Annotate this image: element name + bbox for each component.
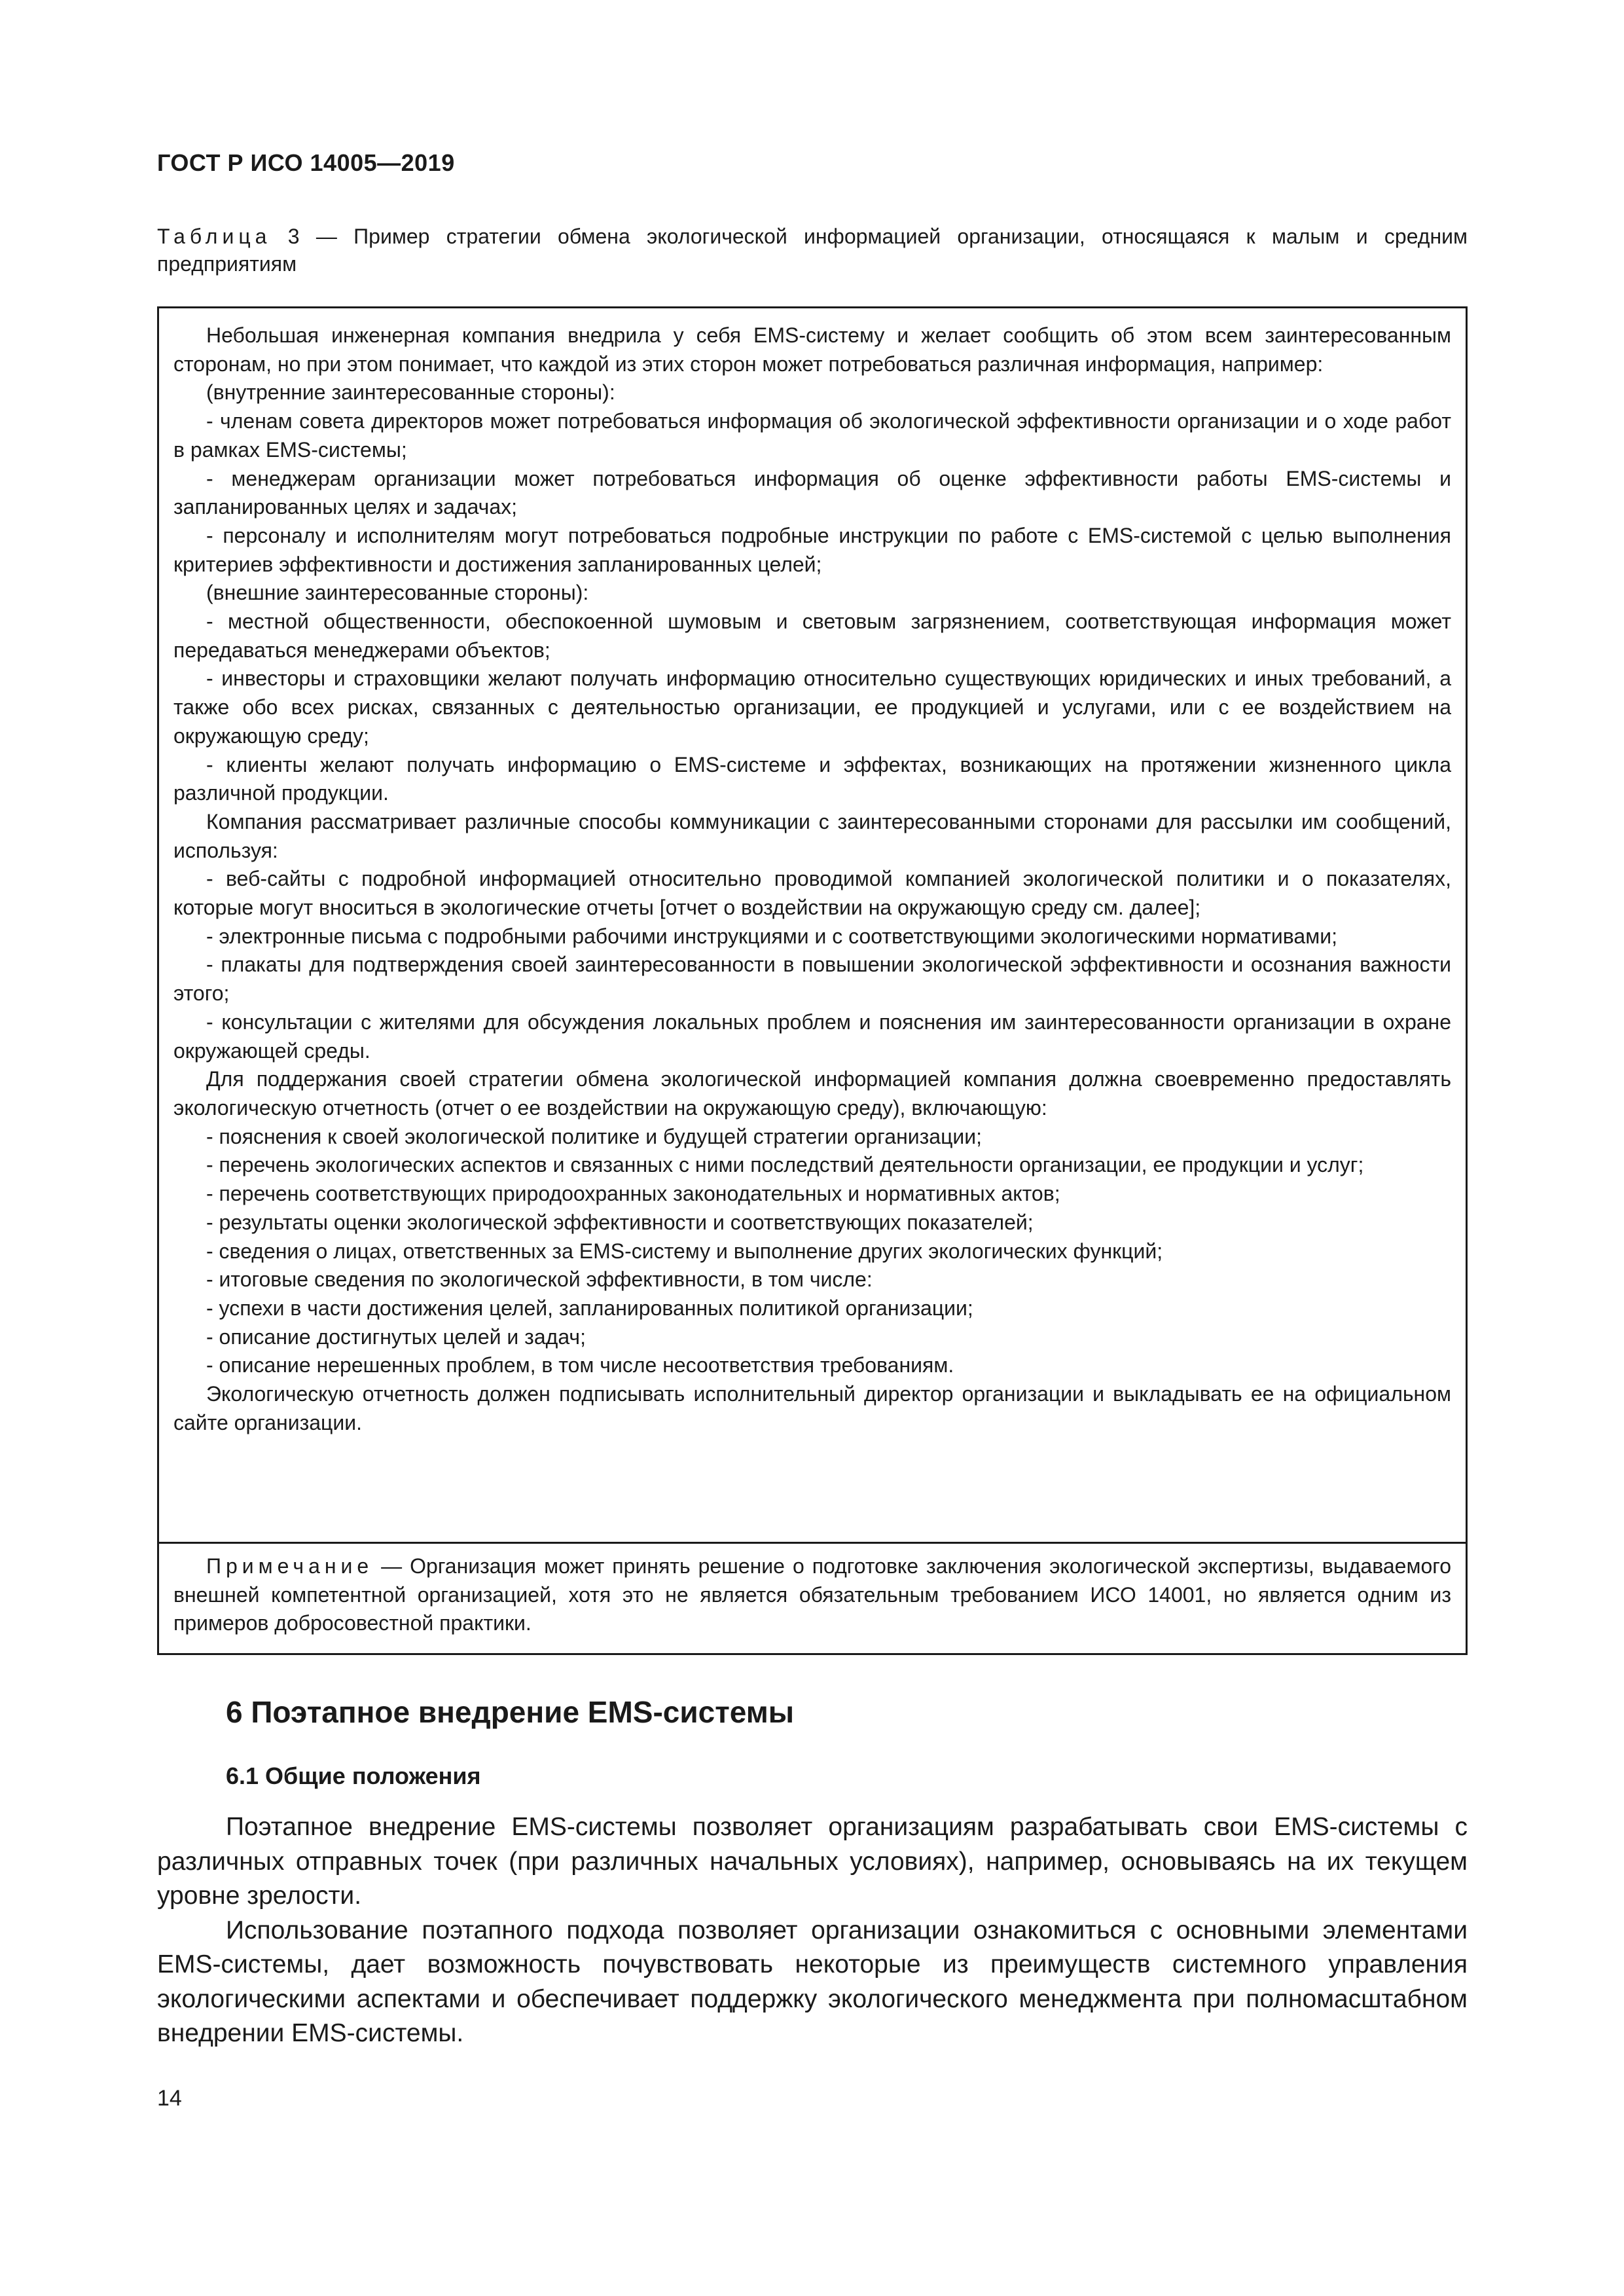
page-number: 14 <box>157 2086 182 2111</box>
table-paragraph: - результаты оценки экологической эффективности и соответствующих показателей; <box>206 1210 1034 1234</box>
table-paragraph: Небольшая инженерная компания внедрила у себя EMS-систему и желает сообщить об этом всем заинтересованным сторонам, но при этом понимает, что каждой из этих сторон может потребоваться различная информация, например: <box>173 323 1451 376</box>
table-body-cell <box>159 308 1466 1544</box>
table-paragraph: - перечень соответствующих природоохранных законодательных и нормативных актов; <box>206 1182 1060 1206</box>
note-label: Примечание <box>206 1554 374 1578</box>
table-paragraph: - итоговые сведения по экологической эффективности, в том числе: <box>206 1267 873 1292</box>
table-paragraph: - успехи в части достижения целей, запланированных политикой организации; <box>206 1296 973 1320</box>
body-paragraph: Поэтапное внедрение EMS-системы позволяет организациям разрабатывать свои EMS-системы с различных отправных точек (при различных начальных условиях), например, основываясь на их текущем уровне зрелости. <box>157 1813 1468 1910</box>
table-paragraph: - перечень экологических аспектов и связанных с ними последствий деятельности организации, ее продукции и услуг; <box>206 1153 1364 1177</box>
table-caption-label: Таблица <box>157 225 272 248</box>
table-paragraph: - членам совета директоров может потребоваться информация об экологической эффективности организации и о ходе работ в рамках EMS-системы; <box>173 409 1451 462</box>
table-paragraph: - веб-сайты с подробной информацией относительно проводимой компанией экологической политики и о показателях, которые могут вноситься в экологические отчеты [отчет о воздействии на окружающую среду см. далее]; <box>173 867 1451 920</box>
table-paragraph: Для поддержания своей стратегии обмена экологической информацией компания должна своевременно предоставлять экологическую отчетность (отчет о ее воздействии на окружающую среду), включающую: <box>173 1067 1451 1120</box>
table-paragraph: - пояснения к своей экологической политике и будущей стратегии организации; <box>206 1124 983 1148</box>
table-paragraph: - описание нерешенных проблем, в том числе несоответствия требованиям. <box>206 1353 954 1377</box>
table-paragraph: - клиенты желают получать информацию о EMS-системе и эффектах, возникающих на протяжении жизненного цикла различной продукции. <box>173 752 1451 805</box>
table-caption-text: 3 — Пример стратегии обмена экологической информацией организации, относящаяся к малым и средним предприятиям <box>157 225 1468 276</box>
table-paragraph: - описание достигнутых целей и задач; <box>206 1324 586 1349</box>
table-paragraph: - персоналу и исполнителям могут потребоваться подробные инструкции по работе с EMS-системой с целью выполнения критериев эффективности и достижения запланированных целей; <box>173 523 1451 576</box>
table-note-cell <box>159 1544 1466 1638</box>
table-note <box>173 1552 1451 1638</box>
document-header: ГОСТ Р ИСО 14005—2019 <box>157 149 455 176</box>
table-paragraph: Компания рассматривает различные способы коммуникации с заинтересованными сторонами для рассылки им сообщений, используя: <box>173 809 1451 862</box>
table-paragraph: (внешние заинтересованные стороны): <box>206 581 589 605</box>
table-paragraph: - плакаты для подтверждения своей заинтересованности в повышении экологической эффективности и осознания важности этого; <box>173 953 1451 1006</box>
table-paragraph: Экологическую отчетность должен подписывать исполнительный директор организации и выкладывать ее на официальном сайте организации. <box>173 1382 1451 1434</box>
table-paragraph: - местной общественности, обеспокоенной шумовым и световым загрязнением, соответствующая информация может передаваться менеджерами объектов; <box>173 610 1451 662</box>
body-paragraph: Использование поэтапного подхода позволяет организации ознакомиться с основными элементами EMS-системы, дает возможность почувствовать некоторые из преимуществ системного управления экологическими аспектами и обеспечивает поддержку экологического менеджмента при полномасштабном внедрении EMS-системы. <box>157 1916 1468 2047</box>
table-paragraph: - сведения о лицах, ответственных за EMS-систему и выполнение других экологических функций; <box>206 1239 1163 1263</box>
table-paragraph: - консультации с жителями для обсуждения локальных проблем и пояснения им заинтересованности организации в охране окружающей среды. <box>173 1010 1451 1063</box>
table-paragraph: - менеджерам организации может потребоваться информация об оценке эффективности работы EMS-системы и запланированных целях и задачах; <box>173 466 1451 519</box>
note-text: — Организация может принять решение о подготовке заключения экологической экспертизы, выдаваемого внешней компетентной организацией, хотя это не является обязательным требованием ИСО 14001, но является одним из примеров добросовестной практики. <box>173 1554 1451 1635</box>
table-paragraph: - электронные письма с подробными рабочими инструкциями и с соответствующими экологическими нормативами; <box>206 924 1337 948</box>
subsection-title: 6.1 Общие положения <box>226 1762 481 1789</box>
table-paragraph: - инвесторы и страховщики желают получать информацию относительно существующих юридических и иных требований, а также обо всех рисках, связанных с деятельностью организации, ее продукцией и услугами, или с ее воздействием на окружающую среду; <box>173 666 1451 748</box>
section-body <box>157 1810 1468 2051</box>
table-paragraph: (внутренние заинтересованные стороны): <box>206 380 615 405</box>
example-table <box>157 306 1468 1655</box>
section-title: 6 Поэтапное внедрение EMS-системы <box>226 1695 795 1729</box>
table-caption <box>157 223 1468 278</box>
